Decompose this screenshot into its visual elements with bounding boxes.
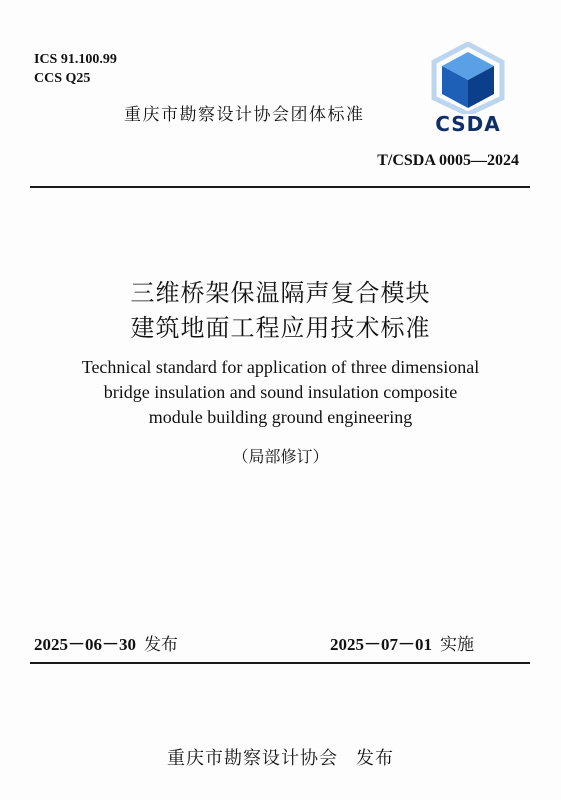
issue-label: 发布 xyxy=(144,635,178,655)
chinese-title-line-2: 建筑地面工程应用技术标准 xyxy=(130,314,431,342)
effective-date-block xyxy=(330,630,474,655)
ics-code: ICS 91.100.99 xyxy=(34,52,117,67)
classification-codes xyxy=(34,50,117,88)
csda-logo xyxy=(428,42,508,138)
revision-subtitle: （局部修订） xyxy=(232,447,329,466)
issue-date-block xyxy=(34,630,178,655)
top-divider xyxy=(30,186,530,188)
english-title xyxy=(0,355,561,430)
chinese-title-line-1: 三维桥架保温隔声复合模块 xyxy=(130,279,431,307)
english-title-line-1: Technical standard for application of three dimensional xyxy=(81,357,480,377)
publisher-line xyxy=(0,744,561,770)
organization-standard-label: 重庆市勘察设计协会团体标准 xyxy=(124,105,365,125)
cube-logo-icon xyxy=(428,42,508,114)
effective-date: 2025－07－01 xyxy=(330,635,432,654)
logo-text: CSDA xyxy=(435,112,501,136)
standard-number: T/CSDA 0005—2024 xyxy=(377,152,519,169)
issue-date: 2025－06－30 xyxy=(34,635,136,654)
english-title-line-3: module building ground engineering xyxy=(148,407,413,427)
ccs-code: CCS Q25 xyxy=(34,71,91,86)
publish-label: 发布 xyxy=(356,748,394,769)
effective-label: 实施 xyxy=(440,635,474,655)
bottom-divider xyxy=(30,662,530,664)
publisher-name: 重庆市勘察设计协会 xyxy=(167,748,338,769)
english-title-line-2: bridge insulation and sound insulation composite xyxy=(103,382,458,402)
